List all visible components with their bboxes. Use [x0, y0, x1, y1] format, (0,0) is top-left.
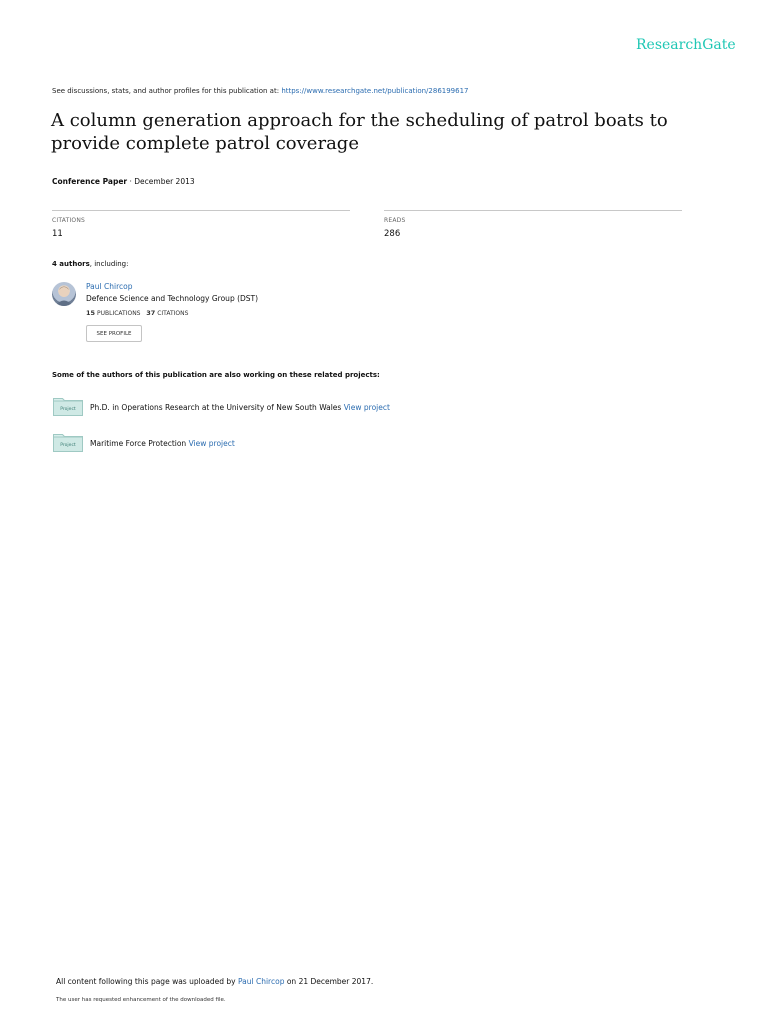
publication-date: · December 2013 — [127, 177, 195, 186]
avatar[interactable] — [52, 282, 76, 306]
publication-url-link[interactable]: https://www.researchgate.net/publication/286199617 — [281, 87, 469, 95]
upload-prefix: All content following this page was uploaded by — [56, 977, 238, 986]
publication-type: Conference Paper — [52, 177, 128, 186]
author-publications-count: 15 — [86, 309, 96, 317]
see-profile-button[interactable]: SEE PROFILE — [86, 325, 142, 342]
view-project-link[interactable]: View project — [343, 403, 390, 412]
upload-line — [56, 977, 373, 986]
reads-label: READS — [384, 217, 406, 224]
authors-heading — [52, 260, 128, 268]
author-affiliation: Defence Science and Technology Group (DST) — [86, 294, 259, 303]
project-icon-label: Project — [60, 407, 76, 412]
author-metrics — [86, 309, 188, 317]
author-publications-label: PUBLICATIONS — [96, 310, 141, 317]
authors-including: , including: — [89, 260, 129, 268]
citations-divider — [52, 210, 350, 211]
project-row — [90, 403, 390, 412]
citations-label: CITATIONS — [52, 217, 86, 224]
upload-suffix: on 21 December 2017. — [284, 977, 374, 986]
author-citations-label: CITATIONS — [157, 310, 189, 317]
publication-title: A column generation approach for the scheduling of patrol boats to provide complete patrol coverage — [51, 110, 668, 154]
enhancement-note: The user has requested enhancement of the downloaded file. — [56, 997, 226, 1003]
view-project-link[interactable]: View project — [188, 439, 235, 448]
author-citations-count: 37 — [146, 309, 156, 317]
citations-value: 11 — [52, 229, 63, 239]
related-projects-heading: Some of the authors of this publication are also working on these related projects: — [52, 371, 380, 379]
uploader-link[interactable]: Paul Chircop — [237, 977, 285, 986]
publication-type-line — [52, 177, 195, 186]
project-row — [90, 439, 235, 448]
discussion-line — [52, 87, 469, 95]
project-title: Ph.D. in Operations Research at the University of New South Wales — [90, 403, 344, 412]
author-name-link[interactable]: Paul Chircop — [86, 282, 133, 291]
author-photo-icon — [52, 282, 76, 306]
project-title: Maritime Force Protection — [90, 439, 189, 448]
reads-value: 286 — [384, 229, 401, 239]
researchgate-logo[interactable]: ResearchGate — [636, 37, 736, 53]
discussion-text: See discussions, stats, and author profiles for this publication at: — [52, 87, 282, 95]
project-icon-label: Project — [60, 443, 76, 448]
reads-divider — [384, 210, 682, 211]
authors-count: 4 authors — [52, 260, 90, 268]
